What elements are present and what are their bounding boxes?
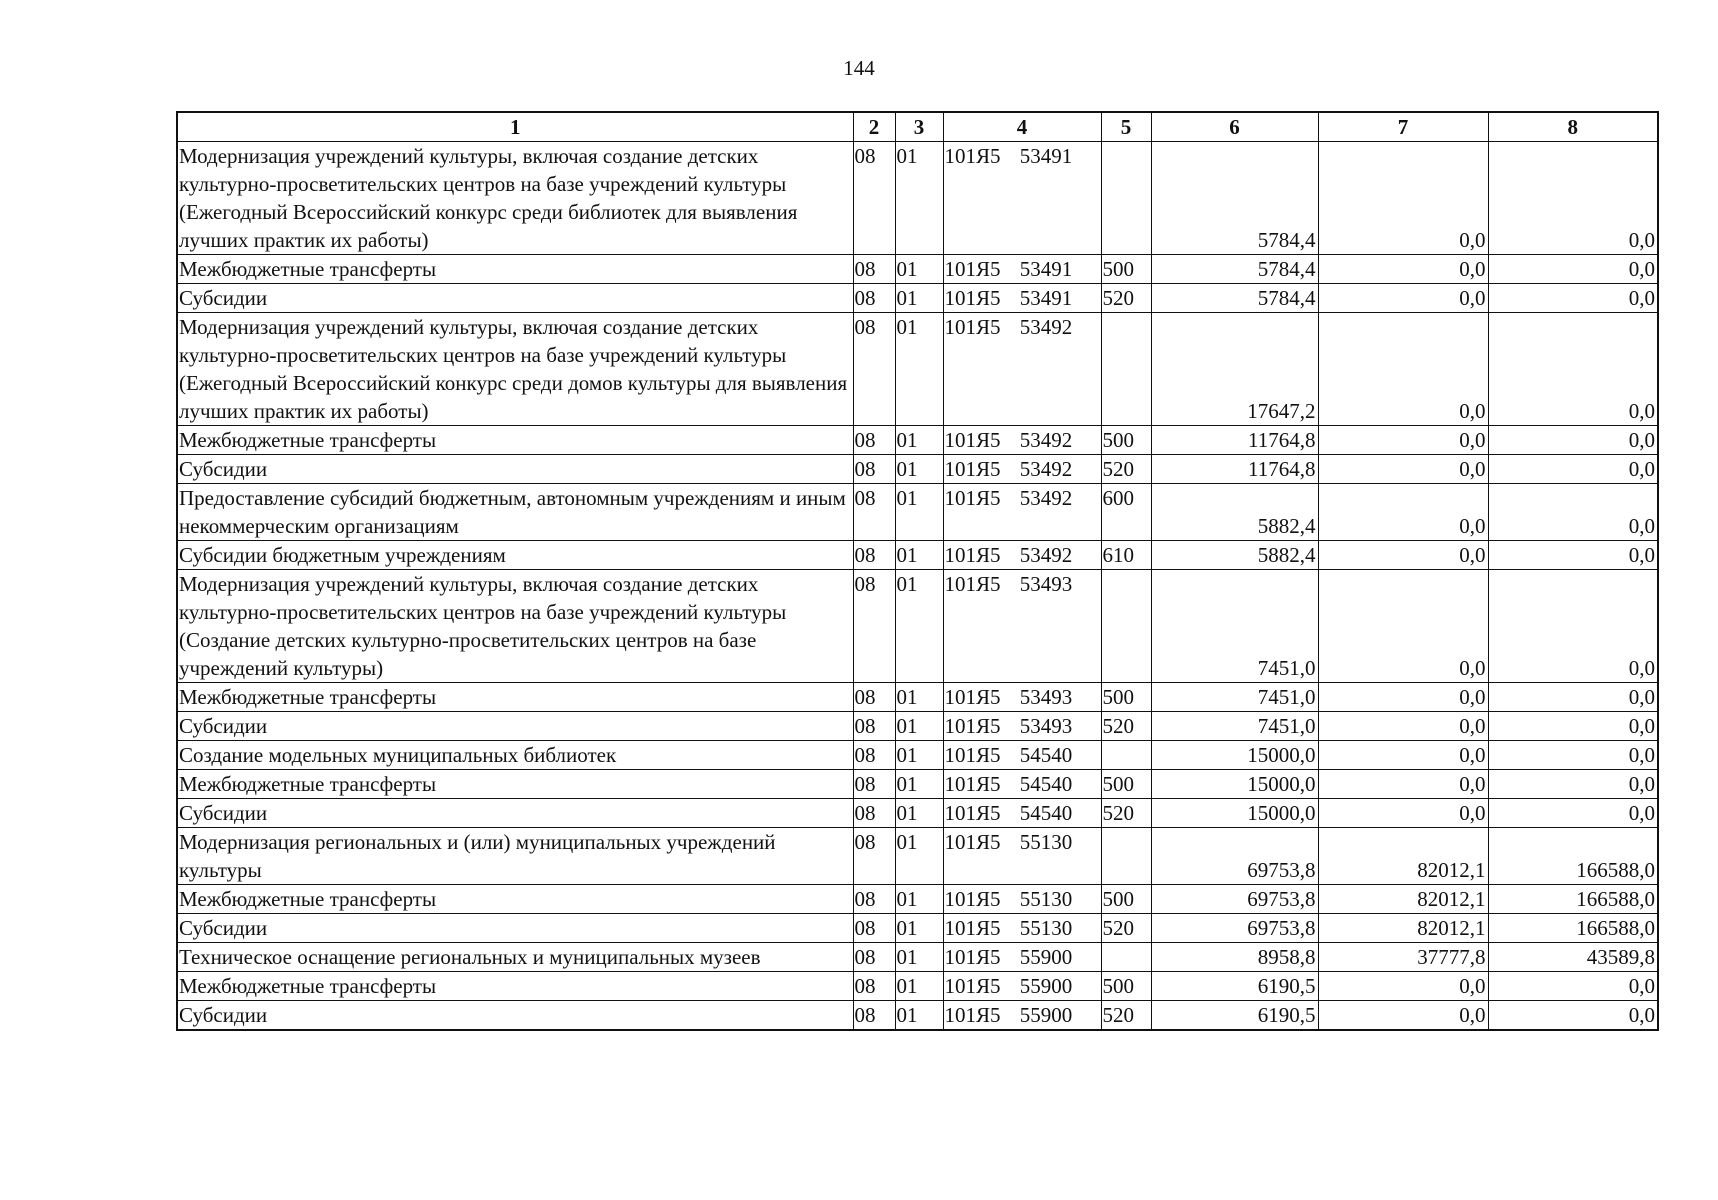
expense-type-cell: 610	[1101, 541, 1151, 570]
row-name-cell: Межбюджетные трансферты	[177, 885, 853, 914]
row-name-cell: Межбюджетные трансферты	[177, 972, 853, 1001]
target-article-cell: 101Я5 55130	[943, 828, 1101, 885]
subsection-code-cell: 01	[895, 799, 943, 828]
row-name-cell: Техническое оснащение региональных и муниципальных музеев	[177, 943, 853, 972]
table-row	[177, 313, 1658, 426]
section-code-cell: 08	[853, 426, 895, 455]
column-header-2: 2	[853, 112, 895, 142]
column-header-8: 8	[1488, 112, 1658, 142]
amount-col7-cell: 0,0	[1318, 313, 1488, 426]
expense-type-cell: 500	[1101, 972, 1151, 1001]
amount-col8-cell: 0,0	[1488, 570, 1658, 683]
target-article-cell: 101Я5 53493	[943, 712, 1101, 741]
expense-type-cell: 500	[1101, 770, 1151, 799]
column-header-3: 3	[895, 112, 943, 142]
target-article-cell: 101Я5 55900	[943, 1001, 1101, 1031]
target-article-cell: 101Я5 55900	[943, 972, 1101, 1001]
table-header-row	[177, 112, 1658, 142]
amount-col6-cell: 6190,5	[1151, 972, 1318, 1001]
row-name-cell: Межбюджетные трансферты	[177, 770, 853, 799]
row-name-cell: Модернизация учреждений культуры, включая создание детских культурно-просветительских центров на базе учреждений культуры (Ежегодный Всероссийский конкурс среди библиотек для выявления лучших практик их работы)	[177, 142, 853, 255]
expense-type-cell: 600	[1101, 484, 1151, 541]
section-code-cell: 08	[853, 741, 895, 770]
amount-col6-cell: 8958,8	[1151, 943, 1318, 972]
amount-col7-cell: 0,0	[1318, 142, 1488, 255]
table-row	[177, 142, 1658, 255]
row-name-cell: Субсидии	[177, 914, 853, 943]
expense-type-cell: 520	[1101, 284, 1151, 313]
table-row	[177, 255, 1658, 284]
section-code-cell: 08	[853, 914, 895, 943]
subsection-code-cell: 01	[895, 255, 943, 284]
expense-type-cell	[1101, 828, 1151, 885]
amount-col6-cell: 6190,5	[1151, 1001, 1318, 1031]
amount-col7-cell: 37777,8	[1318, 943, 1488, 972]
row-name-cell: Межбюджетные трансферты	[177, 255, 853, 284]
section-code-cell: 08	[853, 284, 895, 313]
row-name-cell: Субсидии бюджетным учреждениям	[177, 541, 853, 570]
amount-col8-cell: 0,0	[1488, 683, 1658, 712]
amount-col6-cell: 69753,8	[1151, 828, 1318, 885]
table-row	[177, 683, 1658, 712]
amount-col6-cell: 17647,2	[1151, 313, 1318, 426]
amount-col8-cell: 166588,0	[1488, 914, 1658, 943]
amount-col7-cell: 82012,1	[1318, 828, 1488, 885]
section-code-cell: 08	[853, 683, 895, 712]
amount-col6-cell: 5784,4	[1151, 142, 1318, 255]
column-header-1: 1	[177, 112, 853, 142]
amount-col7-cell: 0,0	[1318, 799, 1488, 828]
amount-col8-cell: 0,0	[1488, 255, 1658, 284]
target-article-cell: 101Я5 53492	[943, 541, 1101, 570]
expense-type-cell: 500	[1101, 683, 1151, 712]
table-row	[177, 541, 1658, 570]
section-code-cell: 08	[853, 541, 895, 570]
target-article-cell: 101Я5 54540	[943, 799, 1101, 828]
subsection-code-cell: 01	[895, 484, 943, 541]
amount-col8-cell: 0,0	[1488, 142, 1658, 255]
table-row	[177, 426, 1658, 455]
amount-col8-cell: 0,0	[1488, 455, 1658, 484]
amount-col6-cell: 7451,0	[1151, 712, 1318, 741]
target-article-cell: 101Я5 54540	[943, 770, 1101, 799]
expense-type-cell: 500	[1101, 255, 1151, 284]
table-row	[177, 943, 1658, 972]
subsection-code-cell: 01	[895, 770, 943, 799]
table-row	[177, 972, 1658, 1001]
amount-col7-cell: 0,0	[1318, 770, 1488, 799]
section-code-cell: 08	[853, 313, 895, 426]
table-row	[177, 828, 1658, 885]
expense-type-cell: 520	[1101, 914, 1151, 943]
target-article-cell: 101Я5 53492	[943, 484, 1101, 541]
row-name-cell: Межбюджетные трансферты	[177, 426, 853, 455]
subsection-code-cell: 01	[895, 972, 943, 1001]
section-code-cell: 08	[853, 455, 895, 484]
section-code-cell: 08	[853, 770, 895, 799]
amount-col6-cell: 69753,8	[1151, 914, 1318, 943]
row-name-cell: Модернизация учреждений культуры, включая создание детских культурно-просветительских центров на базе учреждений культуры (Создание детских культурно-просветительских центров на базе учреждений культуры)	[177, 570, 853, 683]
subsection-code-cell: 01	[895, 683, 943, 712]
amount-col7-cell: 0,0	[1318, 712, 1488, 741]
target-article-cell: 101Я5 53492	[943, 455, 1101, 484]
subsection-code-cell: 01	[895, 1001, 943, 1031]
subsection-code-cell: 01	[895, 313, 943, 426]
amount-col6-cell: 5882,4	[1151, 484, 1318, 541]
expense-type-cell: 520	[1101, 1001, 1151, 1031]
amount-col8-cell: 0,0	[1488, 741, 1658, 770]
section-code-cell: 08	[853, 1001, 895, 1031]
amount-col6-cell: 69753,8	[1151, 885, 1318, 914]
target-article-cell: 101Я5 53491	[943, 284, 1101, 313]
column-header-6: 6	[1151, 112, 1318, 142]
amount-col7-cell: 82012,1	[1318, 885, 1488, 914]
expense-type-cell: 520	[1101, 799, 1151, 828]
row-name-cell: Модернизация учреждений культуры, включая создание детских культурно-просветительских центров на базе учреждений культуры (Ежегодный Всероссийский конкурс среди домов культуры для выявления лучших практик их работы)	[177, 313, 853, 426]
expense-type-cell	[1101, 570, 1151, 683]
amount-col8-cell: 166588,0	[1488, 885, 1658, 914]
subsection-code-cell: 01	[895, 828, 943, 885]
amount-col6-cell: 11764,8	[1151, 455, 1318, 484]
amount-col8-cell: 43589,8	[1488, 943, 1658, 972]
target-article-cell: 101Я5 55130	[943, 885, 1101, 914]
row-name-cell: Предоставление субсидий бюджетным, автономным учреждениям и иным некоммерческим организациям	[177, 484, 853, 541]
row-name-cell: Субсидии	[177, 1001, 853, 1031]
table-row	[177, 741, 1658, 770]
expense-type-cell: 520	[1101, 712, 1151, 741]
amount-col7-cell: 0,0	[1318, 1001, 1488, 1031]
section-code-cell: 08	[853, 885, 895, 914]
table-row	[177, 712, 1658, 741]
column-header-7: 7	[1318, 112, 1488, 142]
target-article-cell: 101Я5 55900	[943, 943, 1101, 972]
row-name-cell: Субсидии	[177, 799, 853, 828]
section-code-cell: 08	[853, 972, 895, 1001]
amount-col8-cell: 0,0	[1488, 484, 1658, 541]
expense-type-cell	[1101, 142, 1151, 255]
amount-col6-cell: 11764,8	[1151, 426, 1318, 455]
target-article-cell: 101Я5 53492	[943, 313, 1101, 426]
section-code-cell: 08	[853, 142, 895, 255]
section-code-cell: 08	[853, 943, 895, 972]
section-code-cell: 08	[853, 712, 895, 741]
section-code-cell: 08	[853, 570, 895, 683]
amount-col7-cell: 0,0	[1318, 541, 1488, 570]
amount-col7-cell: 82012,1	[1318, 914, 1488, 943]
budget-table	[176, 111, 1659, 1031]
amount-col6-cell: 5784,4	[1151, 255, 1318, 284]
amount-col6-cell: 15000,0	[1151, 799, 1318, 828]
amount-col8-cell: 166588,0	[1488, 828, 1658, 885]
amount-col7-cell: 0,0	[1318, 426, 1488, 455]
target-article-cell: 101Я5 53492	[943, 426, 1101, 455]
amount-col6-cell: 15000,0	[1151, 770, 1318, 799]
row-name-cell: Субсидии	[177, 712, 853, 741]
amount-col8-cell: 0,0	[1488, 541, 1658, 570]
target-article-cell: 101Я5 53493	[943, 570, 1101, 683]
table-row	[177, 770, 1658, 799]
subsection-code-cell: 01	[895, 541, 943, 570]
table-row	[177, 284, 1658, 313]
amount-col8-cell: 0,0	[1488, 712, 1658, 741]
target-article-cell: 101Я5 53493	[943, 683, 1101, 712]
expense-type-cell: 520	[1101, 455, 1151, 484]
amount-col8-cell: 0,0	[1488, 284, 1658, 313]
section-code-cell: 08	[853, 828, 895, 885]
amount-col6-cell: 7451,0	[1151, 570, 1318, 683]
target-article-cell: 101Я5 53491	[943, 255, 1101, 284]
table-row	[177, 570, 1658, 683]
subsection-code-cell: 01	[895, 943, 943, 972]
subsection-code-cell: 01	[895, 885, 943, 914]
subsection-code-cell: 01	[895, 426, 943, 455]
row-name-cell: Создание модельных муниципальных библиотек	[177, 741, 853, 770]
subsection-code-cell: 01	[895, 914, 943, 943]
row-name-cell: Субсидии	[177, 284, 853, 313]
amount-col7-cell: 0,0	[1318, 683, 1488, 712]
section-code-cell: 08	[853, 484, 895, 541]
subsection-code-cell: 01	[895, 284, 943, 313]
amount-col6-cell: 7451,0	[1151, 683, 1318, 712]
column-header-5: 5	[1101, 112, 1151, 142]
section-code-cell: 08	[853, 255, 895, 284]
target-article-cell: 101Я5 54540	[943, 741, 1101, 770]
amount-col7-cell: 0,0	[1318, 741, 1488, 770]
amount-col8-cell: 0,0	[1488, 426, 1658, 455]
expense-type-cell	[1101, 313, 1151, 426]
page-number: 144	[843, 56, 875, 80]
row-name-cell: Модернизация региональных и (или) муниципальных учреждений культуры	[177, 828, 853, 885]
subsection-code-cell: 01	[895, 570, 943, 683]
table-row	[177, 455, 1658, 484]
table-row	[177, 1001, 1658, 1031]
expense-type-cell: 500	[1101, 426, 1151, 455]
section-code-cell: 08	[853, 799, 895, 828]
subsection-code-cell: 01	[895, 712, 943, 741]
amount-col7-cell: 0,0	[1318, 484, 1488, 541]
column-header-4: 4	[943, 112, 1101, 142]
subsection-code-cell: 01	[895, 142, 943, 255]
expense-type-cell	[1101, 943, 1151, 972]
amount-col8-cell: 0,0	[1488, 972, 1658, 1001]
amount-col8-cell: 0,0	[1488, 1001, 1658, 1031]
row-name-cell: Субсидии	[177, 455, 853, 484]
row-name-cell: Межбюджетные трансферты	[177, 683, 853, 712]
expense-type-cell: 500	[1101, 885, 1151, 914]
amount-col6-cell: 5882,4	[1151, 541, 1318, 570]
table-body	[177, 142, 1658, 1031]
table-row	[177, 885, 1658, 914]
table-row	[177, 914, 1658, 943]
subsection-code-cell: 01	[895, 455, 943, 484]
subsection-code-cell: 01	[895, 741, 943, 770]
target-article-cell: 101Я5 55130	[943, 914, 1101, 943]
amount-col7-cell: 0,0	[1318, 255, 1488, 284]
table-row	[177, 484, 1658, 541]
amount-col7-cell: 0,0	[1318, 570, 1488, 683]
amount-col8-cell: 0,0	[1488, 313, 1658, 426]
table-row	[177, 799, 1658, 828]
expense-type-cell	[1101, 741, 1151, 770]
amount-col7-cell: 0,0	[1318, 972, 1488, 1001]
amount-col7-cell: 0,0	[1318, 455, 1488, 484]
amount-col8-cell: 0,0	[1488, 799, 1658, 828]
amount-col7-cell: 0,0	[1318, 284, 1488, 313]
amount-col6-cell: 15000,0	[1151, 741, 1318, 770]
amount-col8-cell: 0,0	[1488, 770, 1658, 799]
amount-col6-cell: 5784,4	[1151, 284, 1318, 313]
target-article-cell: 101Я5 53491	[943, 142, 1101, 255]
